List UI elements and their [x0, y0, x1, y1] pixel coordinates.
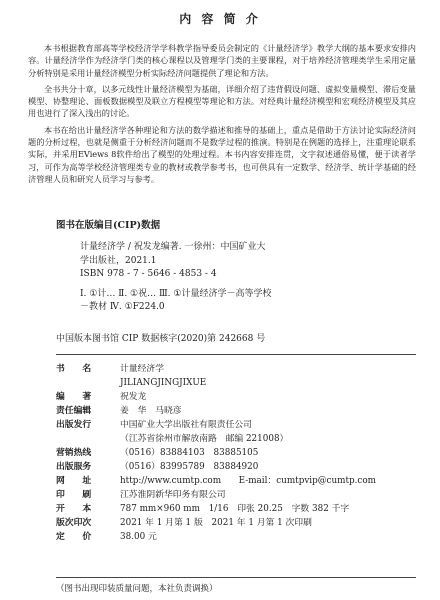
info-label: 印 刷	[56, 490, 92, 500]
info-label: 定 价	[56, 532, 92, 542]
page-title: 内 容 简 介	[179, 12, 261, 26]
info-label: 开 本	[56, 504, 92, 514]
cip-block	[80, 241, 380, 315]
info-value: 中国矿业大学出版社有限责任公司	[120, 420, 252, 430]
info-label: 责任编辑	[56, 406, 92, 416]
cip-data-number: 中国版本图书馆 CIP 数据核字(2020)第 242668 号	[56, 334, 266, 344]
footer-note: （图书出现印装质量问题，本社负责调换）	[56, 584, 218, 594]
cip-line: 计量经济学 / 祝发龙编著. 一徐州：中国矿业大	[80, 242, 266, 252]
publication-info-table	[56, 362, 416, 544]
info-row	[56, 474, 416, 488]
info-value: （0516）83884103 83885105	[120, 448, 259, 458]
info-value: http://www.cumtp.com E-mail：cumtpvip@cumtp.com	[120, 476, 376, 486]
info-value: 姜 华 马晓彦	[120, 406, 182, 416]
info-label: 出版发行	[56, 420, 92, 430]
intro-paragraph: 本书根据教育部高等学校经济学学科教学指导委员会制定的《计量经济学》教学大纲的基本要求安排内容。计量经济学作为经济学门类的核心课程以及管理学门类的主要课程，对于培养经济管理类学生采用定量分析特别是采用计量经济模型分析实际经济问题提供了理论和方法。	[28, 43, 416, 78]
info-value: 38.00 元	[120, 532, 157, 542]
intro-paragraph: 本书在给出计量经济学各种理论和方法的数学描述和推导的基础上，重点是借助于方法讨论实际经济问题的分析过程，也就是侧重于分析经济问题而不是数学过程的推演。特别是在例题的选择上，注重理论联系实际，并采用EViews 8软件给出了模型的处理过程。本书内容安排连贯，文字叙述通俗易懂，便于读者学习，可作为高等学校经济管理类专业的教材或教学参考书，也可供具有一定数学、经济学、统计学基础的经济管理人员和研究人员学习与参考。	[28, 124, 416, 184]
info-label: 编 著	[56, 392, 92, 402]
intro-paragraph: 全书共分十章，以多元线性计量经济模型为基础，详细介绍了违背假设问题、虚拟变量模型、滞后变量模型、协整理论、面板数据模型及联立方程模型等理论和方法。对经典计量经济模型和宏观经济模型及其应用也进行了深入浅出的讨论。	[28, 83, 416, 119]
info-value: 787 mm×960 mm 1/16 印张 20.25 字数 382 千字	[120, 504, 350, 514]
info-row	[56, 516, 416, 530]
info-value: 计量经济学	[120, 364, 164, 374]
divider	[56, 354, 416, 355]
intro-section	[28, 42, 416, 189]
info-value: 2021 年 1 月第 1 版 2021 年 1 月第 1 次印刷	[120, 518, 312, 528]
cip-heading: 图书在版编目(CIP)数据	[56, 220, 161, 231]
info-row	[56, 376, 416, 390]
info-row	[56, 432, 416, 446]
cip-line: 学出版社，2021.1	[80, 255, 157, 266]
info-value: （江苏省徐州市解放南路 邮编 221008）	[120, 434, 289, 444]
info-row	[56, 418, 416, 432]
info-label: 出版服务	[56, 462, 92, 472]
info-row	[56, 488, 416, 502]
info-row	[56, 404, 416, 418]
info-label: 版次印次	[56, 518, 92, 528]
info-row	[56, 390, 416, 404]
info-label	[56, 432, 116, 446]
info-row	[56, 502, 416, 516]
info-row	[56, 530, 416, 544]
info-row	[56, 362, 416, 376]
info-label	[56, 376, 116, 390]
cip-line: －教材 Ⅳ. ①F224.0	[80, 302, 165, 312]
cip-isbn: ISBN 978 - 7 - 5646 - 4853 - 4	[80, 269, 217, 279]
info-value: JILIANGJINGJIXUE	[120, 378, 207, 388]
info-value: 祝发龙	[120, 392, 147, 402]
info-label: 书 名	[56, 364, 92, 374]
info-row	[56, 460, 416, 474]
divider	[56, 577, 416, 578]
cip-line: Ⅰ. ①计… Ⅱ. ①祝… Ⅲ. ①计量经济学－高等学校	[80, 288, 272, 299]
info-value: （0516）83995789 83884920	[120, 462, 259, 472]
info-label: 网 址	[56, 476, 92, 486]
info-value: 江苏淮阴新华印务有限公司	[120, 490, 226, 500]
info-label: 营销热线	[56, 448, 92, 458]
info-row	[56, 446, 416, 460]
